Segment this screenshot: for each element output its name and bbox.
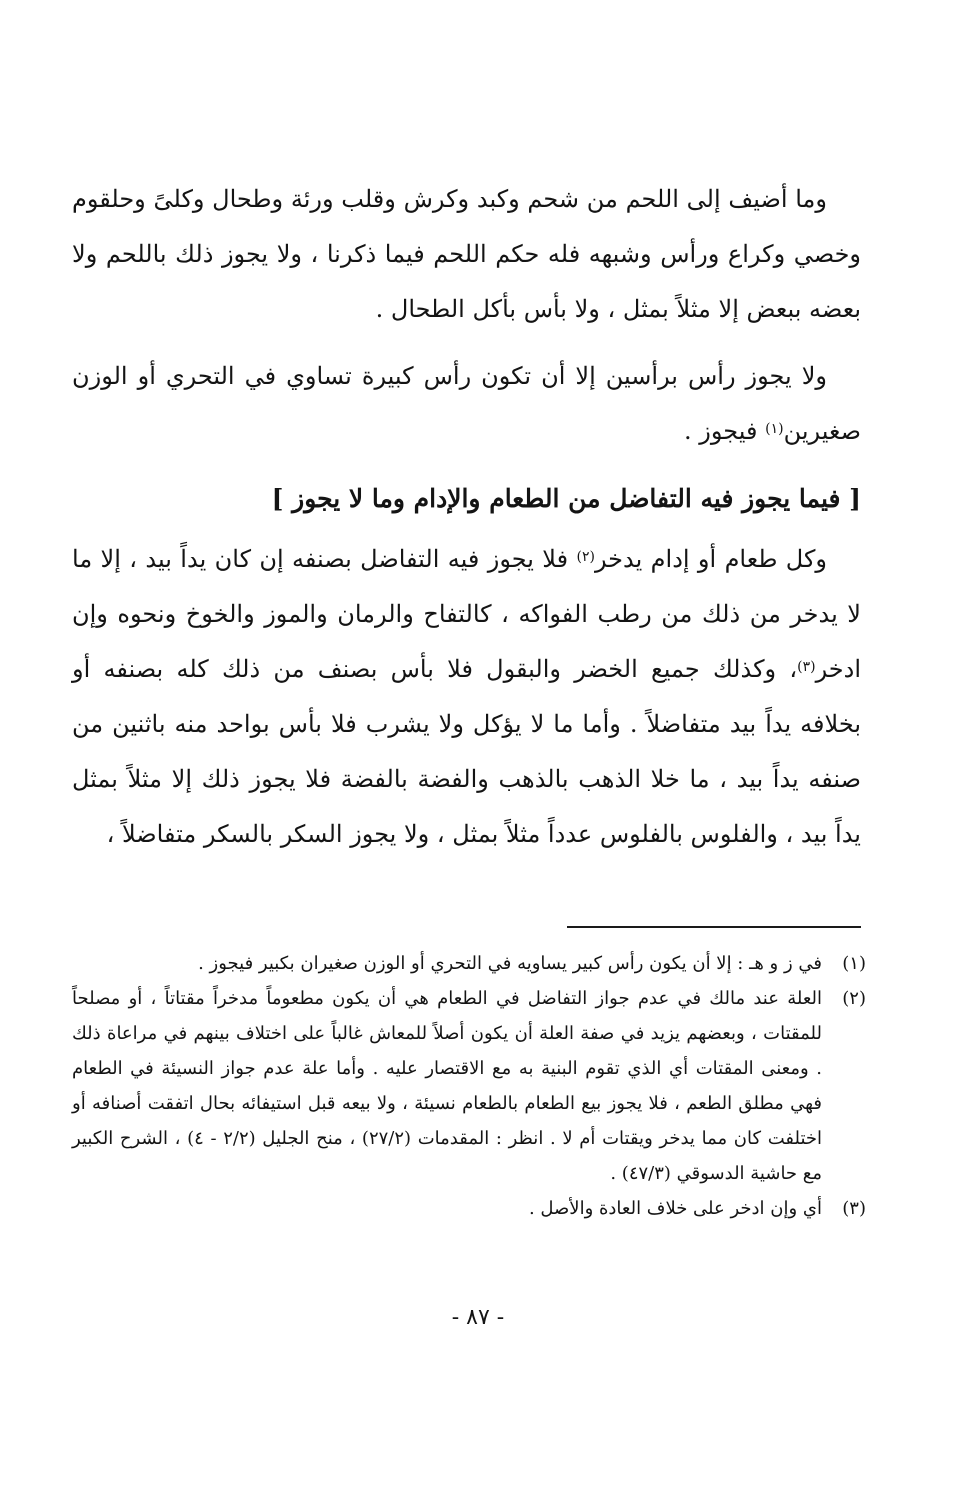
footnote-3 [72,1191,866,1226]
footnotes [72,946,866,1226]
paragraph-3-part-1: وكل طعام أو إدام يدخر [594,545,827,573]
footnote-text: العلة عند مالك في عدم جواز التفاضل في الطعام هي أن يكون مطعوماً مدخراً مقتاتاً ، أو مصلحاً للمقتات ، وبعضهم يزيد في صفة العلة أن يكون أصلاً للمعاش غالباً على اختلاف بينهم في مراعاة ذلك . ومعنى المقتات أي الذي تقوم البنية به مع الاقتصار عليه . وأما علة عدم جواز النسيئة في الطعام فهي مطلق الطعم ، فلا يجوز بيع الطعام بالطعام نسيئة ، ولا بيعه قبل استيفائه بحال اتفقت أصنافه أو اختلفت كان مما يدخر ويقتات أم لا . انظر : المقدمات (٢٧/٢) ، منح الجليل (٢/٢ - ٤) ، الشرح الكبير مع حاشية الدسوقي (٤٧/٣) . [72,988,823,1184]
footnote-number: (٣) [842,1198,866,1219]
footnote-ref-2: (٢) [576,549,595,565]
footnote-1 [72,946,866,981]
footnote-text: أي وإن ادخر على خلاف العادة والأصل . [528,1198,822,1219]
footnote-number: (٢) [842,988,866,1009]
paragraph-2 [72,349,861,459]
paragraph-3-part-2: فلا يجوز فيه التفاضل بصنفه إن كان يداً بيد ، إلا ما لا يدخر من ذلك من رطب الفواكه ، كالتفاح والرمان والموز والخوخ ونحوه وإن ادخر [72,545,861,683]
footnote-separator [567,926,861,928]
footnote-2 [72,981,866,1191]
footnote-number: (١) [842,953,866,974]
paragraph-3 [72,532,861,862]
footnote-text: في ز و هـ : إلا أن يكون رأس كبير يساويه في التحري أو الوزن صغيران بكبير فيجوز . [198,953,822,974]
paragraph-3-part-3: ، وكذلك جميع الخضر والبقول فلا بأس بصنف من ذلك كله بصنفه أو بخلافه يداً بيد متفاضلاً . وأما ما لا يؤكل ولا يشرب فلا بأس بواحد منه باثنين من صنفه يداً بيد ، ما خلا الذهب بالذهب والفضة بالفضة فلا يجوز ذلك إلا مثلاً بمثل يداً بيد ، والفلوس بالفلوس عدداً مثلاً بمثل ، ولا يجوز السكر بالسكر متفاضلاً ، [72,655,861,848]
main-text [72,172,861,874]
footnote-ref-3: (٣) [797,659,816,675]
section-heading: [ فيما يجوز فيه التفاضل من الطعام والإدام وما لا يجوز ] [271,484,861,513]
paragraph-2-text: ولا يجوز رأس برأسين إلا أن تكون رأس كبيرة تساوي في التحري أو الوزن صغيرين [72,362,861,445]
paragraph-2-end: فيجوز . [684,417,766,445]
page-number: - ٨٧ - [451,1305,505,1330]
paragraph-1: وما أضيف إلى اللحم من شحم وكبد وكرش وقلب ورئة وطحال وكلىً وحلقوم وخصي وكراع ورأس وشبهه فله حكم اللحم فيما ذكرنا ، ولا يجوز ذلك باللحم ولا بعضه ببعض إلا مثلاً بمثل ، ولا بأس بأكل الطحال . [72,185,861,323]
footnote-ref-1: (١) [765,421,784,437]
